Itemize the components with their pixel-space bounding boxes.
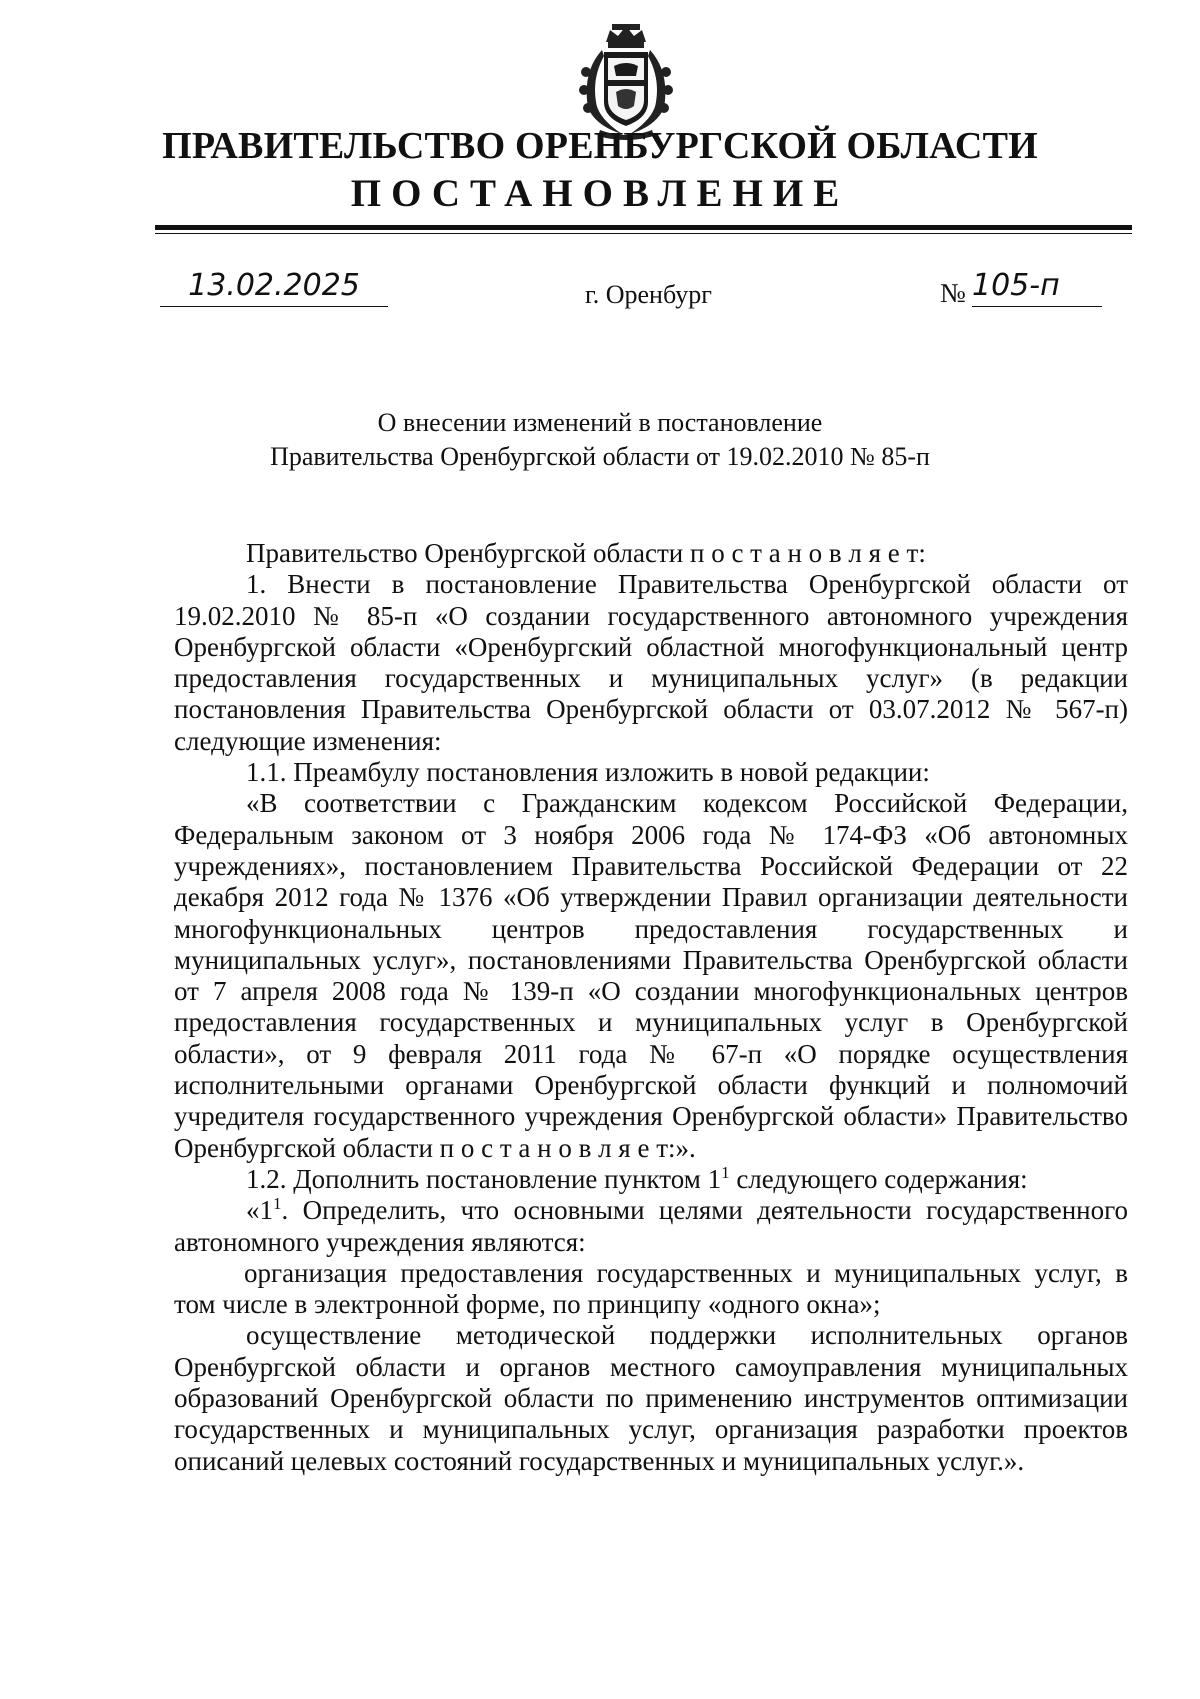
date-underline <box>160 306 388 307</box>
document-subject <box>0 406 1200 474</box>
subject-line-2: Правительства Оренбургской области от 19.02.2010 № 85-п <box>270 442 930 471</box>
paragraph-preamble: «В соответствии с Гражданским кодексом Российской Федерации, Федеральным законом от 3 ноября 2006 года № 174-ФЗ «Об автономных учреждениях», постановлением Правительства Российской Федерации от 22 декабря 2012 года № 1376 «Об утверждении Правил организации деятельности многофункциональных центров предоставления государственных и муниципальных услуг», постановлениями Правительства Оренбургской области от 7 апреля 2008 года № 139-п «О создании многофункциональных центров предоставления государственных и муниципальных услуг в Оренбургской области», от 9 февраля 2011 года № 67-п «О порядке осуществления исполнительными органами Оренбургской области функций и полномочий учредителя государственного учреждения Оренбургской области» Правительство Оренбургской области п о с т а н о в л я е т:». <box>174 788 1128 1163</box>
organization-title: ПРАВИТЕЛЬСТВО ОРЕНБУРГСКОЙ ОБЛАСТИ <box>162 125 1038 167</box>
header-divider-thin <box>155 233 1132 234</box>
document-number-label: № <box>940 278 966 308</box>
document-number: 105-п <box>972 268 1060 303</box>
document-city: г. Оренбург <box>585 280 712 309</box>
paragraph-goal-2: осуществление методической поддержки исполнительных органов Оренбургской области и органов местного самоуправления муниципальных образований Оренбургской области по применению инструментов оптимизации государственных и муниципальных услуг, организация разработки проектов описаний целевых состояний государственных и муниципальных услуг.». <box>174 1320 1128 1476</box>
paragraph-1-superscript: «$1^1$. Определить, что основными целями деятельности государственного автономного учреждения являются: <box>174 1194 1128 1257</box>
document-date: 13.02.2025 <box>188 268 360 303</box>
subject-line-1: О внесении изменений в постановление <box>377 408 823 437</box>
number-underline <box>972 306 1102 307</box>
document-body <box>174 538 1128 1477</box>
header-divider-thick <box>155 225 1132 230</box>
coat-of-arms-emblem <box>574 22 678 140</box>
document-type-title: ПОСТАНОВЛЕНИЕ <box>350 172 850 215</box>
paragraph-resolves: Правительство Оренбургской области п о с т а н о в л я е т: <box>246 538 926 568</box>
paragraph-goal-1: организация предоставления государственных и муниципальных услуг, в том числе в электронной форме, по принципу «одного окна»; <box>174 1257 1128 1320</box>
paragraph-1: 1. Внести в постановление Правительства Оренбургской области от 19.02.2010 № 85-п «О создании государственного автономного учреждения Оренбургской области «Оренбургский областной многофункциональный центр предоставления государственных и муниципальных услуг» (в редакции постановления Правительства Оренбургской области от 03.07.2012 № 567-п) следующие изменения: <box>174 569 1128 756</box>
paragraph-1-2: 1.2. Дополнить постановление пунктом $1^1$ следующего содержания: <box>246 1162 1028 1194</box>
paragraph-1-1: 1.1. Преамбулу постановления изложить в новой редакции: <box>246 757 930 788</box>
